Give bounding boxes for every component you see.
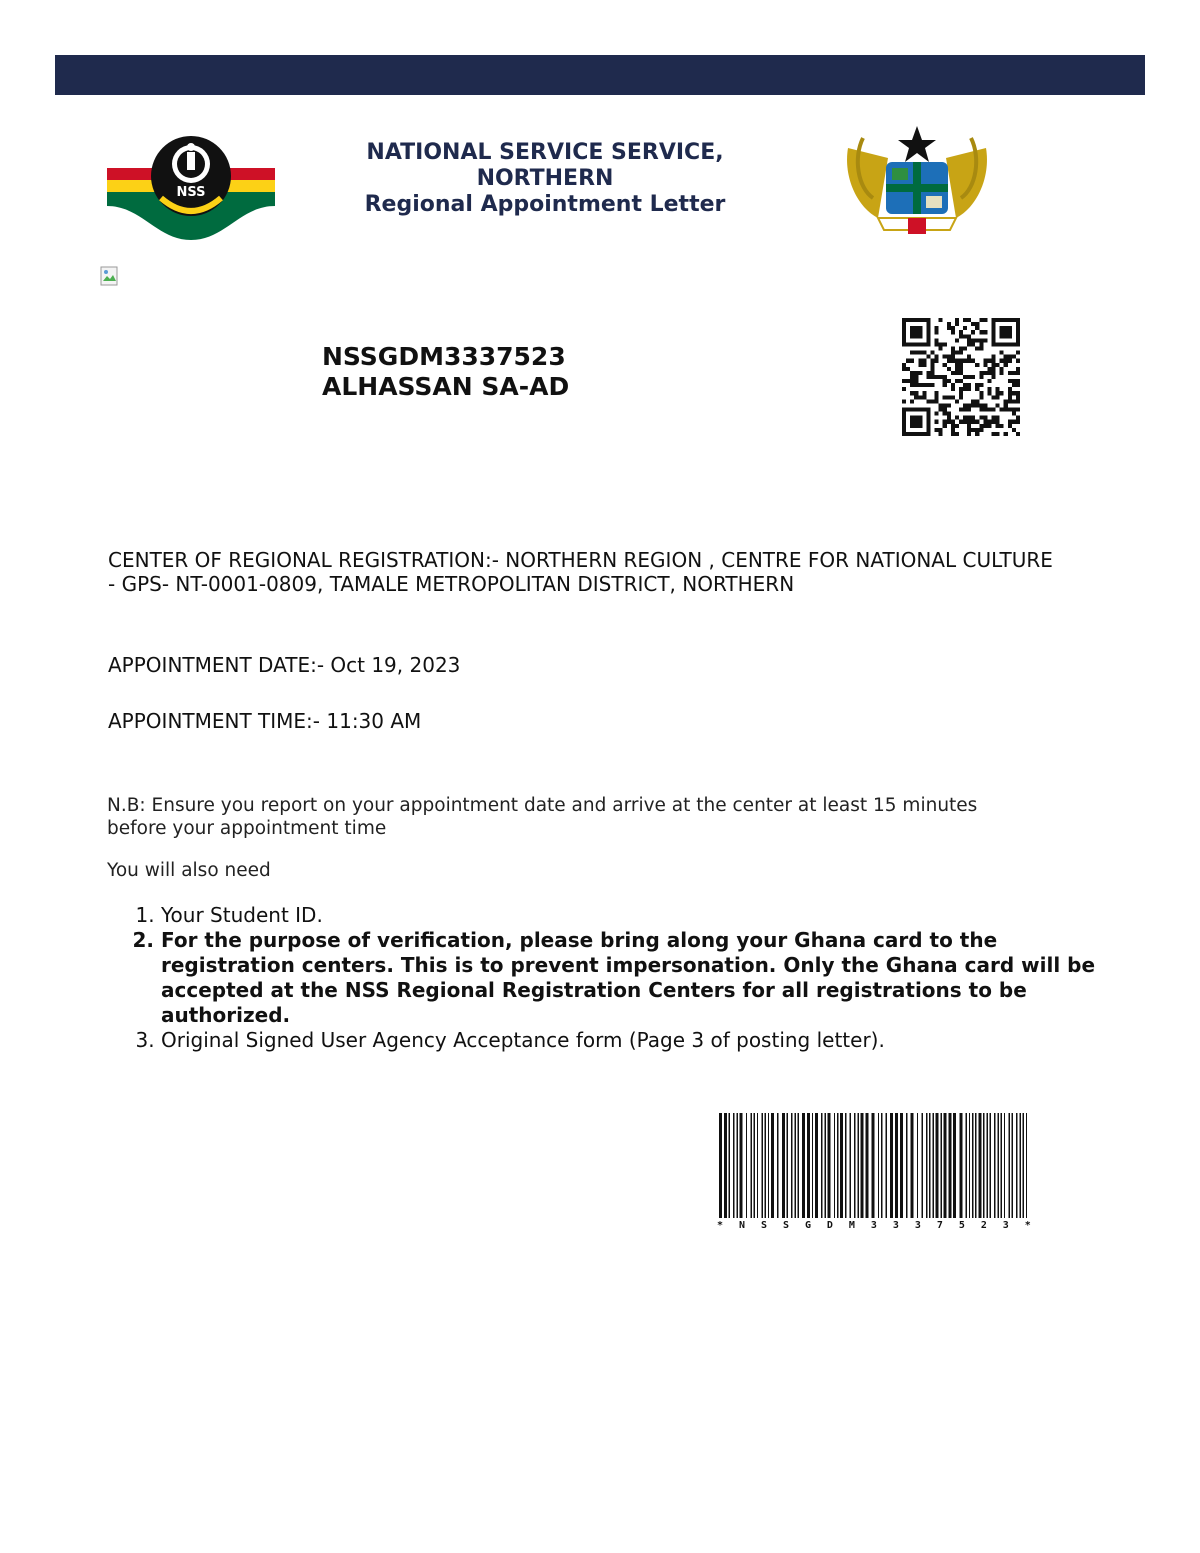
barcode-char: 7 <box>936 1220 943 1231</box>
appointment-date: APPOINTMENT DATE:- Oct 19, 2023 <box>108 653 461 677</box>
header-title-line1: NATIONAL SERVICE SERVICE, <box>366 140 724 165</box>
logo-text: NSS <box>176 185 206 200</box>
barcode-char: N <box>738 1220 746 1231</box>
qr-code <box>902 318 1020 436</box>
barcode-bars <box>717 1113 1031 1218</box>
barcode-char: D <box>826 1220 833 1231</box>
barcode-char: 3 <box>1002 1220 1009 1231</box>
barcode-char: S <box>782 1220 789 1231</box>
nss-number: NSSGDM3337523 <box>322 342 566 371</box>
barcode-char: M <box>848 1220 855 1231</box>
header-title-line2: NORTHERN <box>476 166 614 191</box>
top-banner-bar <box>55 55 1145 95</box>
barcode-caption <box>717 1220 1031 1231</box>
header-subtitle: Regional Appointment Letter <box>364 192 726 217</box>
barcode-char: 3 <box>892 1220 899 1231</box>
document-header <box>300 140 790 218</box>
barcode-char: * <box>717 1220 724 1231</box>
ghana-coat-of-arms <box>838 118 996 238</box>
list-item: 1. Your Student ID. <box>161 903 1121 928</box>
requirements-list <box>107 903 1121 1053</box>
also-need-label: You will also need <box>107 860 271 881</box>
applicant-name: ALHASSAN SA-AD <box>322 372 570 401</box>
list-item: 2. For the purpose of verification, please bring along your Ghana card to the registration centers. This is to prevent impersonation. Only the Ghana card will be accepted at the NSS Regional Registration Centers for all registrations to be authorized. <box>161 928 1121 1028</box>
barcode-char: 3 <box>914 1220 921 1231</box>
list-item: 3. Original Signed User Agency Acceptance form (Page 3 of posting letter). <box>161 1028 1121 1053</box>
barcode-char: 2 <box>980 1220 987 1231</box>
applicant-identity <box>322 342 569 402</box>
center-of-registration: CENTER OF REGIONAL REGISTRATION:- NORTHERN REGION , CENTRE FOR NATIONAL CULTURE - GPS- NT-0001-0809, TAMALE METROPOLITAN DISTRICT, NORTHERN <box>108 548 1053 596</box>
barcode-char: * <box>1024 1220 1031 1231</box>
barcode <box>717 1113 1031 1238</box>
nss-logo <box>105 128 277 240</box>
broken-image-icon <box>100 266 122 288</box>
barcode-char: S <box>760 1220 767 1231</box>
barcode-char: G <box>804 1220 811 1231</box>
barcode-char: 5 <box>958 1220 965 1231</box>
appointment-time: APPOINTMENT TIME:- 11:30 AM <box>108 709 422 733</box>
note-text: N.B: Ensure you report on your appointment date and arrive at the center at least 15 minutes before your appointment time <box>107 795 978 839</box>
barcode-char: 3 <box>870 1220 877 1231</box>
